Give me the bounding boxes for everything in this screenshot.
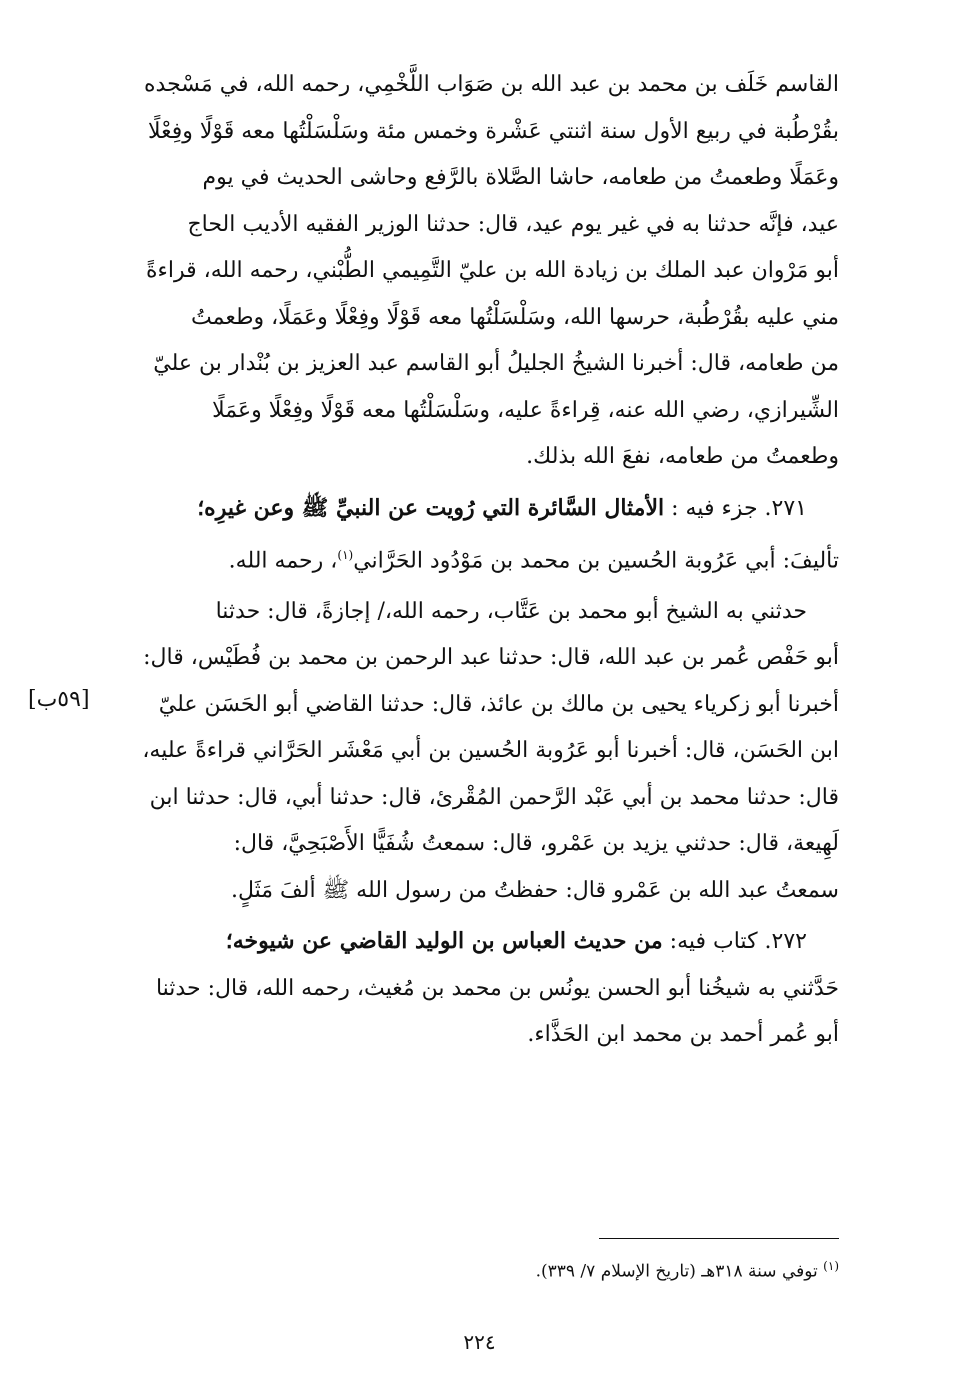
text-line: قال: حدثنا محمد بن أبي عَبْد الرَّحمن المُقْرئ، قال: حدثنا أبي، قال: حدثنا ابن bbox=[149, 784, 839, 810]
entry-prefix: كتاب فيه: bbox=[669, 929, 758, 955]
entry-prefix: جزء فيه : bbox=[671, 495, 758, 521]
text-line: أخبرنا أبو زكرياء يحيى بن مالك بن عائذ، قال: حدثنا القاضي أبو الحَسَن عليّ bbox=[158, 691, 839, 717]
text-line: حَدَّثني به شيخُنا أبو الحسن يونُس بن محمد بن مُغيث، رحمه الله، قال: حدثنا bbox=[155, 975, 839, 1001]
text-line: أبو حَفْص عُمر بن عبد الله، قال: حدثنا عبد الرحمن بن محمد بن فُطَيْس، قال: bbox=[143, 645, 839, 671]
text-line: سمعتُ عبد الله بن عَمْرو قال: حفظتُ من رسول الله ﷺ ألفَ مَثَلٍ. bbox=[230, 877, 839, 903]
manuscript-folio-note: [٥٩ب] bbox=[28, 687, 90, 712]
entry-272 bbox=[121, 918, 839, 1059]
text-line: أبو عُمر أحمد بن محمد ابن الحَذَّاء. bbox=[527, 1022, 839, 1048]
text-line: بقُرْطُبة في ربيع الأول سنة اثنتي عَشْرة وخمس مئة وسَلْسَلْتُها معه قَوْلًا وفِعْلًا bbox=[147, 118, 839, 144]
author-tail: ، رحمه الله. bbox=[228, 548, 338, 574]
text-line: من طعامه، قال: أخبرنا الشيخُ الجليلُ أبو القاسم عبد العزيز بن بُنْدار بن عليّ bbox=[153, 351, 839, 376]
footnote-mark: (١) bbox=[823, 1259, 839, 1273]
author-line bbox=[121, 532, 839, 585]
text-line: عيد، فإنَّه حدثنا به في غير يوم عيد، قال: حدثنا الوزير الفقيه الأديب الحاج bbox=[187, 211, 839, 237]
entry-number: ٢٧٢. bbox=[764, 929, 807, 955]
text-line: ابن الحَسَن، قال: أخبرنا أبو عَرُوبة الحُسين بن أبي مَعْشَر الحَرَّاني قراءةً عليه، bbox=[142, 738, 839, 764]
footnote bbox=[121, 1252, 839, 1286]
text-line: وطعمتُ من طعامه، نفعَ الله بذلك. bbox=[526, 444, 839, 469]
entry-271 bbox=[121, 485, 839, 915]
entry-heading bbox=[121, 918, 839, 966]
text-line: أبو مَرْوان عبد الملك بن زيادة الله بن عليّ التَّمِيمي الطُّبْني، رحمه الله، قراءةً bbox=[146, 258, 839, 283]
text-line: لَهِيعة، قال: حدثني يزيد بن عَمْرو، قال: سمعتُ شُفَيًّا الأَصْبَحِيَّ، قال: bbox=[233, 831, 839, 857]
entry-title: الأمثال السَّائرة التي رُويت عن النبيِّ ﷺ وعن غيرِه؛ bbox=[197, 494, 665, 521]
page-body bbox=[121, 62, 839, 1059]
entry-title: من حديث العباس بن الوليد القاضي عن شيوخه؛ bbox=[225, 928, 663, 955]
footnote-divider bbox=[599, 1238, 839, 1239]
footnote-text: توفي سنة ٣١٨هـ (تاريخ الإسلام ٧/ ٣٣٩). bbox=[535, 1261, 818, 1282]
text-line: مني عليه بقُرْطُبة، حرسها الله، وسَلْسَلْتُها معه قَوْلًا وفِعْلًا وعَمَلًا، وطعمتُ bbox=[191, 304, 839, 330]
author-text: تأليفَ: أبي عَرُوبة الحُسين بن محمد بن مَوْدُود الحَرَّاني bbox=[353, 548, 839, 574]
entry-heading bbox=[121, 485, 839, 533]
text-line: القاسم خَلَف بن محمد بن عبد الله بن صَوَاب اللَّخْمِي، رحمه الله، في مَسْجده bbox=[144, 72, 839, 97]
intro-paragraph bbox=[121, 62, 839, 481]
entry-number: ٢٧١. bbox=[764, 495, 807, 521]
text-line: وعَمَلًا وطعمتُ من طعامه، حاشا الصَّلاة بالرَّفع وحاشى الحديث في يوم bbox=[202, 165, 839, 190]
text-line: الشِّيرازي، رضي الله عنه، قِراءةً عليه، وسَلْسَلْتُها معه قَوْلًا وفِعْلًا وعَمَلًا bbox=[212, 397, 839, 423]
page-number: ٢٢٤ bbox=[463, 1330, 496, 1354]
text-line: حدثني به الشيخ أبو محمد بن عَتَّاب، رحمه الله،/ إجازةً، قال: حدثنا bbox=[215, 598, 807, 624]
footnote-ref: (١) bbox=[337, 548, 354, 562]
